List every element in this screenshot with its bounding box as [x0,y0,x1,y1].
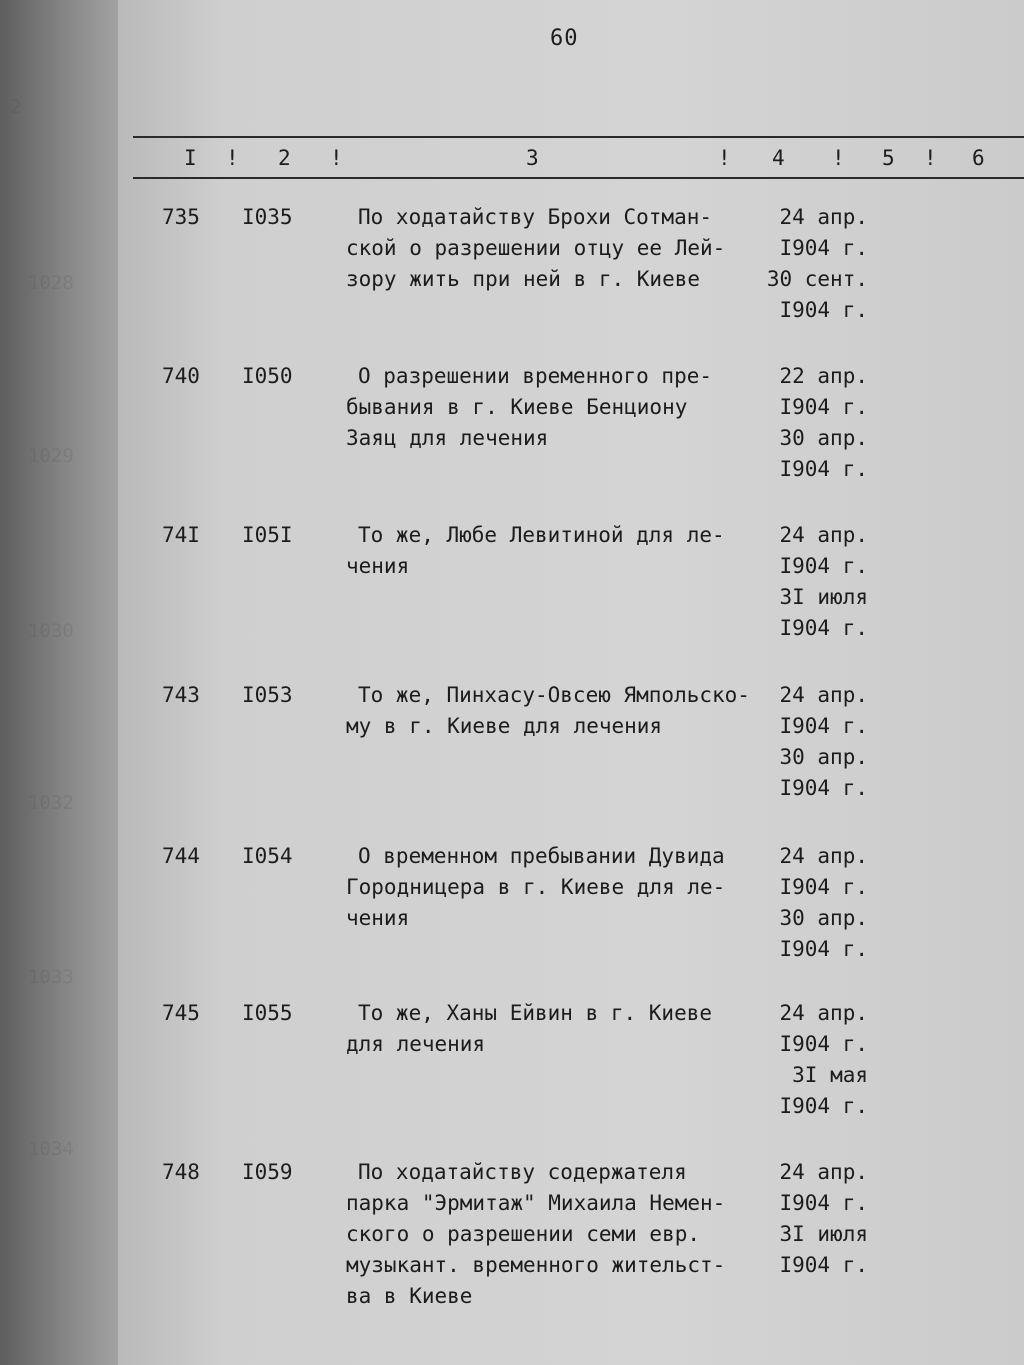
header-col-4: 4 [772,146,785,170]
page-number: 60 [550,26,579,51]
archive-number: I035 [242,205,293,229]
entry-dates: 24 апр. I904 г. 30 сент. I904 г. [766,205,868,322]
entry-description: О временном пребывании Дувида Городницера в г. Киеве для ле- чения [346,844,726,930]
header-separator: ! [832,146,845,170]
entry-number: 743 [162,683,200,707]
entry-dates: 24 апр. I904 г. 30 апр. I904 г. [779,683,868,800]
ghost-text: 1032 [28,792,74,814]
header-separator: ! [330,146,343,170]
entry-dates: 24 апр. I904 г. 30 апр. I904 г. [779,844,868,961]
entry-dates: 22 апр. I904 г. 30 апр. I904 г. [779,364,868,481]
entry-number: 74I [162,523,200,547]
header-col-5: 5 [882,146,895,170]
header-top-rule [133,136,1024,138]
entry-number: 745 [162,1001,200,1025]
entry-description: То же, Ханы Ейвин в г. Киеве для лечения [346,1001,713,1056]
ghost-text: 1029 [28,445,74,467]
entry-dates: 24 апр. I904 г. 3I июля I904 г. [779,1160,868,1277]
entry-dates: 24 апр. I904 г. 3I июля I904 г. [779,523,868,640]
header-col-3: 3 [526,146,539,170]
book-binding [0,0,132,1365]
entry-number: 744 [162,844,200,868]
ghost-text: 2 [10,96,22,118]
entry-description: То же, Пинхасу-Овсею Ямпольско- му в г. Киеве для лечения [346,683,750,738]
header-separator: ! [924,146,937,170]
entry-number: 740 [162,364,200,388]
archive-number: I059 [242,1160,293,1184]
entry-number: 735 [162,205,200,229]
archive-number: I053 [242,683,293,707]
header-col-2: 2 [278,146,291,170]
header-col-6: 6 [972,146,985,170]
archive-number: I050 [242,364,293,388]
archive-number: I054 [242,844,293,868]
ghost-text: 1034 [28,1138,74,1160]
header-col-1: I [184,146,197,170]
entry-description: О разрешении временного пре- бывания в г. Киеве Бенциону Заяц для лечения [346,364,713,450]
entry-description: По ходатайству Брохи Сотман- ской о разрешении отцу ее Лей- зору жить при ней в г. Киеве [346,205,726,291]
entry-dates: 24 апр. I904 г. 3I мая I904 г. [779,1001,868,1118]
ghost-text: 1028 [28,272,74,294]
entry-description: То же, Любе Левитиной для ле- чения [346,523,725,578]
ghost-text: 1030 [28,620,74,642]
entry-number: 748 [162,1160,200,1184]
ghost-text: 1033 [28,966,74,988]
entry-description: По ходатайству содержателя парка "Эрмитаж" Михаила Немен- ского о разрешении семи евр. музыкант. временного жительст- ва в Киеве [346,1160,726,1308]
header-separator: ! [226,146,239,170]
header-separator: ! [718,146,731,170]
archive-number: I055 [242,1001,293,1025]
archive-number: I05I [242,523,293,547]
header-bottom-rule [133,177,1024,179]
